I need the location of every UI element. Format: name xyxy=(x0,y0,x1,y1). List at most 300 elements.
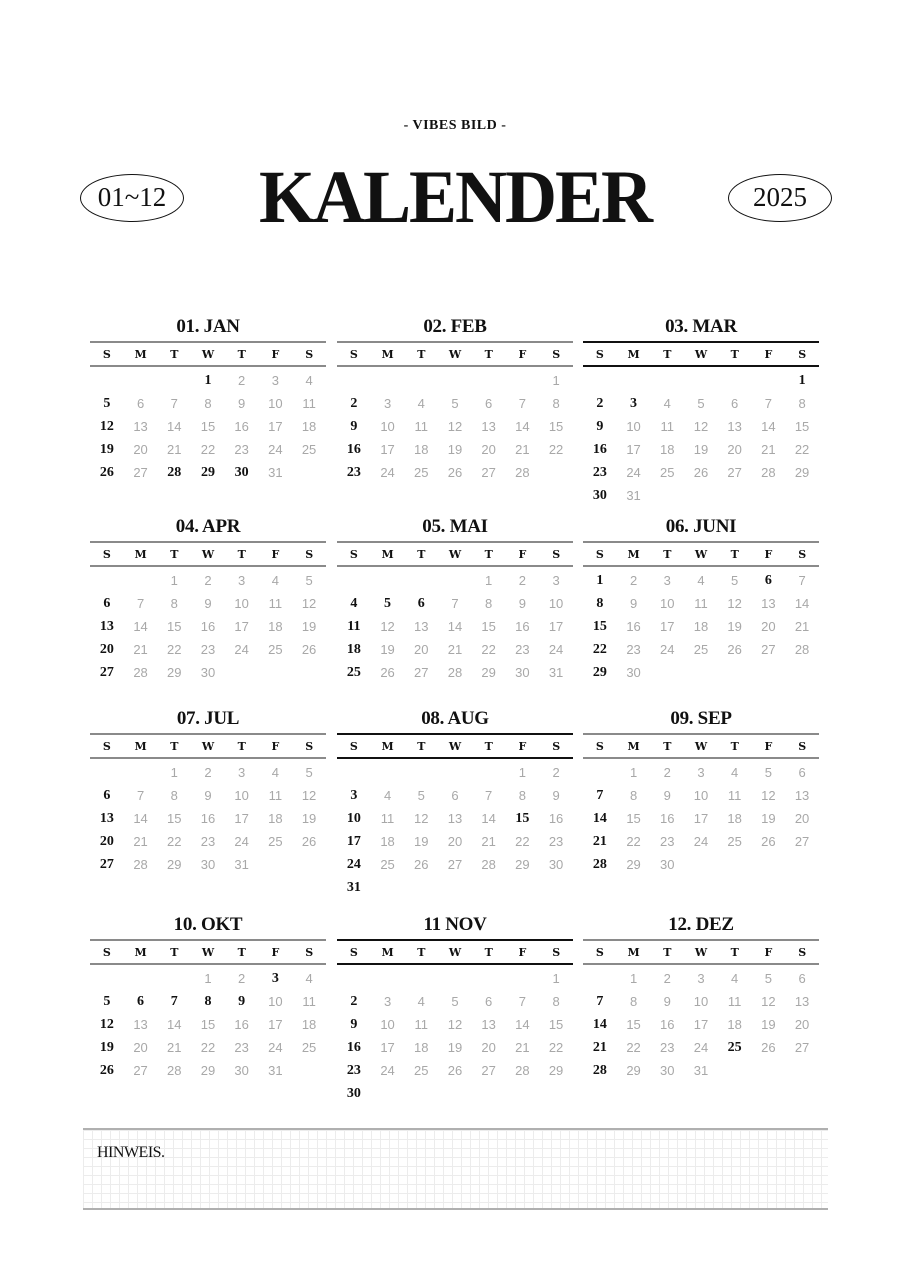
day-cell[interactable]: 10 xyxy=(380,419,395,434)
day-cell[interactable]: 20 xyxy=(133,1040,148,1055)
day-cell[interactable]: 29 xyxy=(481,665,496,680)
day-cell[interactable]: 5 xyxy=(305,573,313,588)
day-cell[interactable]: 1 xyxy=(170,573,178,588)
day-cell[interactable]: 20 xyxy=(794,1017,810,1032)
day-cell[interactable]: 25 xyxy=(380,857,395,872)
day-cell[interactable]: 26 xyxy=(301,834,317,849)
day-cell[interactable]: 7 xyxy=(518,396,526,411)
day-cell[interactable]: 17 xyxy=(660,619,675,634)
day-cell-holiday[interactable]: 6 xyxy=(137,994,145,1009)
day-cell[interactable]: 17 xyxy=(380,442,395,457)
day-cell-holiday[interactable]: 20 xyxy=(99,834,114,849)
day-cell[interactable]: 18 xyxy=(693,619,709,634)
day-cell[interactable]: 24 xyxy=(693,1040,709,1055)
day-cell[interactable]: 28 xyxy=(515,1063,530,1078)
day-cell[interactable]: 29 xyxy=(626,857,641,872)
day-cell[interactable]: 22 xyxy=(548,442,564,457)
day-cell-holiday[interactable]: 20 xyxy=(99,642,114,657)
day-cell[interactable]: 15 xyxy=(626,1017,641,1032)
day-cell[interactable]: 3 xyxy=(552,573,560,588)
day-cell[interactable]: 12 xyxy=(301,596,317,611)
day-cell[interactable]: 23 xyxy=(660,834,675,849)
day-cell-holiday[interactable]: 25 xyxy=(346,665,361,680)
day-cell[interactable]: 31 xyxy=(234,857,249,872)
day-cell-holiday[interactable]: 10 xyxy=(346,811,361,826)
day-cell[interactable]: 18 xyxy=(727,811,742,826)
day-cell-holiday[interactable]: 17 xyxy=(346,834,361,849)
day-cell[interactable]: 27 xyxy=(414,665,429,680)
day-cell[interactable]: 8 xyxy=(629,994,638,1009)
day-cell[interactable]: 21 xyxy=(794,619,810,634)
day-cell[interactable]: 20 xyxy=(447,834,463,849)
day-cell[interactable]: 10 xyxy=(380,1017,395,1032)
day-cell-holiday[interactable]: 30 xyxy=(234,465,249,480)
day-cell[interactable]: 17 xyxy=(548,619,564,634)
day-cell[interactable]: 9 xyxy=(204,788,212,803)
day-cell[interactable]: 25 xyxy=(414,465,429,480)
day-cell[interactable]: 8 xyxy=(518,788,526,803)
day-cell[interactable]: 25 xyxy=(301,1040,317,1055)
day-cell[interactable]: 4 xyxy=(305,373,313,388)
day-cell[interactable]: 8 xyxy=(629,788,638,803)
day-cell[interactable]: 31 xyxy=(693,1063,709,1078)
day-cell[interactable]: 21 xyxy=(167,442,182,457)
day-cell-holiday[interactable]: 29 xyxy=(592,665,607,680)
day-cell[interactable]: 29 xyxy=(200,1063,216,1078)
day-cell[interactable]: 13 xyxy=(481,419,496,434)
day-cell-holiday[interactable]: 1 xyxy=(204,373,212,388)
day-cell[interactable]: 24 xyxy=(268,442,283,457)
day-cell[interactable]: 24 xyxy=(660,642,675,657)
day-cell-holiday[interactable]: 23 xyxy=(592,465,607,480)
day-cell[interactable]: 16 xyxy=(200,811,216,826)
day-cell[interactable]: 23 xyxy=(234,1040,249,1055)
day-cell[interactable]: 31 xyxy=(268,1063,283,1078)
day-cell[interactable]: 22 xyxy=(200,1040,216,1055)
day-cell[interactable]: 14 xyxy=(167,419,182,434)
day-cell[interactable]: 5 xyxy=(451,396,459,411)
day-cell[interactable]: 30 xyxy=(515,665,530,680)
day-cell[interactable]: 12 xyxy=(727,596,742,611)
day-cell[interactable]: 26 xyxy=(414,857,429,872)
day-cell[interactable]: 12 xyxy=(414,811,429,826)
day-cell[interactable]: 25 xyxy=(727,834,742,849)
day-cell[interactable]: 19 xyxy=(761,1017,776,1032)
day-cell[interactable]: 8 xyxy=(170,788,178,803)
day-cell[interactable]: 8 xyxy=(798,396,806,411)
day-cell[interactable]: 26 xyxy=(693,465,709,480)
day-cell-holiday[interactable]: 30 xyxy=(592,488,607,503)
day-cell[interactable]: 4 xyxy=(417,994,425,1009)
day-cell[interactable]: 13 xyxy=(133,1017,148,1032)
day-cell-holiday[interactable]: 1 xyxy=(798,373,806,388)
day-cell[interactable]: 17 xyxy=(268,1017,283,1032)
day-cell[interactable]: 5 xyxy=(417,788,425,803)
day-cell[interactable]: 22 xyxy=(167,642,182,657)
day-cell-holiday[interactable]: 25 xyxy=(727,1040,742,1055)
day-cell[interactable]: 15 xyxy=(167,619,182,634)
day-cell[interactable]: 28 xyxy=(794,642,810,657)
day-cell[interactable]: 21 xyxy=(481,834,496,849)
day-cell[interactable]: 12 xyxy=(380,619,395,634)
day-cell[interactable]: 7 xyxy=(798,573,806,588)
day-cell[interactable]: 16 xyxy=(234,419,249,434)
day-cell[interactable]: 26 xyxy=(447,1063,463,1078)
day-cell-holiday[interactable]: 2 xyxy=(596,396,604,411)
day-cell[interactable]: 12 xyxy=(301,788,317,803)
day-cell[interactable]: 24 xyxy=(268,1040,283,1055)
day-cell[interactable]: 2 xyxy=(204,573,212,588)
day-cell[interactable]: 10 xyxy=(548,596,564,611)
day-cell-holiday[interactable]: 27 xyxy=(99,857,114,872)
day-cell[interactable]: 22 xyxy=(794,442,810,457)
day-cell[interactable]: 6 xyxy=(136,396,145,411)
day-cell[interactable]: 20 xyxy=(481,442,496,457)
day-cell[interactable]: 4 xyxy=(731,971,739,986)
day-cell[interactable]: 21 xyxy=(447,642,463,657)
day-cell[interactable]: 18 xyxy=(301,1017,317,1032)
day-cell[interactable]: 14 xyxy=(515,1017,530,1032)
day-cell[interactable]: 18 xyxy=(414,1040,429,1055)
day-cell[interactable]: 18 xyxy=(660,442,675,457)
day-cell-holiday[interactable]: 13 xyxy=(99,619,114,634)
day-cell[interactable]: 14 xyxy=(761,419,776,434)
day-cell-holiday[interactable]: 27 xyxy=(99,665,114,680)
day-cell[interactable]: 20 xyxy=(761,619,776,634)
day-cell[interactable]: 19 xyxy=(447,442,463,457)
day-cell-holiday[interactable]: 18 xyxy=(346,642,361,657)
day-cell-holiday[interactable]: 21 xyxy=(592,834,607,849)
day-cell[interactable]: 24 xyxy=(548,642,564,657)
day-cell[interactable]: 20 xyxy=(414,642,429,657)
day-cell[interactable]: 23 xyxy=(515,642,530,657)
day-cell-holiday[interactable]: 23 xyxy=(346,465,361,480)
day-cell[interactable]: 30 xyxy=(660,1063,675,1078)
day-cell[interactable]: 14 xyxy=(167,1017,182,1032)
day-cell[interactable]: 2 xyxy=(663,971,671,986)
day-cell[interactable]: 15 xyxy=(794,419,810,434)
day-cell[interactable]: 29 xyxy=(515,857,530,872)
day-cell-holiday[interactable]: 26 xyxy=(99,1063,114,1078)
day-cell[interactable]: 3 xyxy=(663,573,671,588)
day-cell[interactable]: 2 xyxy=(518,573,526,588)
day-cell[interactable]: 17 xyxy=(234,619,249,634)
day-cell[interactable]: 5 xyxy=(451,994,459,1009)
day-cell[interactable]: 17 xyxy=(626,442,641,457)
day-cell[interactable]: 17 xyxy=(234,811,249,826)
day-cell[interactable]: 17 xyxy=(693,1017,709,1032)
day-cell[interactable]: 28 xyxy=(133,665,148,680)
day-cell[interactable]: 7 xyxy=(170,396,178,411)
day-cell[interactable]: 27 xyxy=(727,465,742,480)
day-cell[interactable]: 22 xyxy=(481,642,496,657)
day-cell[interactable]: 24 xyxy=(693,834,709,849)
day-cell-holiday[interactable]: 5 xyxy=(103,994,111,1009)
day-cell[interactable]: 2 xyxy=(204,765,212,780)
day-cell[interactable]: 26 xyxy=(301,642,317,657)
day-cell[interactable]: 12 xyxy=(447,419,463,434)
day-cell-holiday[interactable]: 2 xyxy=(350,994,358,1009)
day-cell[interactable]: 3 xyxy=(383,994,392,1009)
day-cell-holiday[interactable]: 16 xyxy=(592,442,607,457)
day-cell[interactable]: 27 xyxy=(133,1063,148,1078)
day-cell-holiday[interactable]: 13 xyxy=(99,811,114,826)
day-cell-holiday[interactable]: 2 xyxy=(350,396,358,411)
day-cell[interactable]: 17 xyxy=(693,811,709,826)
day-cell[interactable]: 29 xyxy=(167,857,182,872)
day-cell[interactable]: 10 xyxy=(693,994,709,1009)
day-cell-holiday[interactable]: 28 xyxy=(167,465,182,480)
day-cell[interactable]: 18 xyxy=(268,811,283,826)
day-cell[interactable]: 27 xyxy=(761,642,776,657)
day-cell-holiday[interactable]: 19 xyxy=(99,1040,114,1055)
day-cell[interactable]: 10 xyxy=(234,596,249,611)
day-cell-holiday[interactable]: 9 xyxy=(596,419,604,434)
day-cell[interactable]: 24 xyxy=(380,465,395,480)
day-cell[interactable]: 19 xyxy=(447,1040,463,1055)
day-cell[interactable]: 13 xyxy=(727,419,742,434)
day-cell[interactable]: 26 xyxy=(761,1040,776,1055)
day-cell[interactable]: 1 xyxy=(629,971,638,986)
day-cell[interactable]: 30 xyxy=(548,857,564,872)
day-cell[interactable]: 13 xyxy=(414,619,429,634)
day-cell[interactable]: 7 xyxy=(764,396,772,411)
day-cell[interactable]: 4 xyxy=(417,396,425,411)
day-cell-holiday[interactable]: 21 xyxy=(592,1040,607,1055)
day-cell[interactable]: 23 xyxy=(200,834,216,849)
day-cell[interactable]: 22 xyxy=(626,834,641,849)
day-cell-holiday[interactable]: 14 xyxy=(592,811,607,826)
day-cell[interactable]: 1 xyxy=(518,765,526,780)
day-cell[interactable]: 18 xyxy=(414,442,429,457)
day-cell-holiday[interactable]: 3 xyxy=(630,396,638,411)
day-cell[interactable]: 4 xyxy=(305,971,313,986)
day-cell-holiday[interactable]: 5 xyxy=(384,596,392,611)
day-cell[interactable]: 23 xyxy=(200,642,216,657)
day-cell[interactable]: 27 xyxy=(794,1040,810,1055)
day-cell[interactable]: 31 xyxy=(548,665,564,680)
day-cell[interactable]: 11 xyxy=(380,811,395,826)
day-cell[interactable]: 3 xyxy=(271,373,279,388)
day-cell[interactable]: 14 xyxy=(447,619,463,634)
day-cell[interactable]: 10 xyxy=(626,419,641,434)
day-cell[interactable]: 11 xyxy=(727,994,742,1009)
day-cell[interactable]: 21 xyxy=(133,834,148,849)
day-cell[interactable]: 27 xyxy=(133,465,148,480)
day-cell[interactable]: 11 xyxy=(302,994,316,1009)
day-cell[interactable]: 11 xyxy=(268,788,283,803)
day-cell[interactable]: 19 xyxy=(727,619,742,634)
day-cell[interactable]: 24 xyxy=(380,1063,395,1078)
day-cell-holiday[interactable]: 23 xyxy=(346,1063,361,1078)
day-cell[interactable]: 1 xyxy=(552,971,560,986)
day-cell[interactable]: 15 xyxy=(626,811,641,826)
day-cell[interactable]: 11 xyxy=(414,419,428,434)
day-cell-holiday[interactable]: 15 xyxy=(515,811,530,826)
day-cell[interactable]: 8 xyxy=(552,396,560,411)
day-cell[interactable]: 3 xyxy=(697,765,705,780)
day-cell[interactable]: 15 xyxy=(548,1017,564,1032)
day-cell-holiday[interactable]: 14 xyxy=(592,1017,607,1032)
day-cell[interactable]: 6 xyxy=(798,765,806,780)
day-cell[interactable]: 10 xyxy=(234,788,249,803)
day-cell[interactable]: 4 xyxy=(697,573,705,588)
day-cell[interactable]: 26 xyxy=(727,642,742,657)
day-cell[interactable]: 19 xyxy=(301,619,317,634)
day-cell[interactable]: 2 xyxy=(238,373,246,388)
day-cell[interactable]: 25 xyxy=(660,465,675,480)
day-cell[interactable]: 15 xyxy=(481,619,496,634)
day-cell[interactable]: 8 xyxy=(552,994,560,1009)
day-cell-holiday[interactable]: 9 xyxy=(350,419,358,434)
day-cell-holiday[interactable]: 6 xyxy=(103,788,111,803)
day-cell[interactable]: 12 xyxy=(761,994,776,1009)
day-cell[interactable]: 29 xyxy=(626,1063,641,1078)
day-cell[interactable]: 30 xyxy=(200,857,216,872)
day-cell-holiday[interactable]: 26 xyxy=(99,465,114,480)
day-cell[interactable]: 6 xyxy=(485,396,493,411)
day-cell[interactable]: 28 xyxy=(515,465,530,480)
day-cell[interactable]: 3 xyxy=(238,573,246,588)
day-cell[interactable]: 1 xyxy=(485,573,493,588)
day-cell[interactable]: 1 xyxy=(170,765,178,780)
day-cell-holiday[interactable]: 29 xyxy=(200,465,215,480)
day-cell[interactable]: 17 xyxy=(380,1040,395,1055)
day-cell[interactable]: 28 xyxy=(481,857,496,872)
day-cell[interactable]: 31 xyxy=(268,465,283,480)
day-cell[interactable]: 9 xyxy=(552,788,560,803)
day-cell[interactable]: 29 xyxy=(548,1063,564,1078)
day-cell[interactable]: 18 xyxy=(380,834,395,849)
day-cell[interactable]: 1 xyxy=(204,971,212,986)
day-cell-holiday[interactable]: 8 xyxy=(596,596,604,611)
day-cell[interactable]: 14 xyxy=(515,419,530,434)
day-cell-holiday[interactable]: 22 xyxy=(592,642,607,657)
day-cell[interactable]: 2 xyxy=(663,765,671,780)
day-cell[interactable]: 19 xyxy=(693,442,709,457)
day-cell[interactable]: 31 xyxy=(626,488,641,503)
day-cell[interactable]: 16 xyxy=(234,1017,249,1032)
day-cell[interactable]: 7 xyxy=(136,596,145,611)
day-cell[interactable]: 27 xyxy=(481,465,496,480)
day-cell[interactable]: 27 xyxy=(794,834,810,849)
day-cell[interactable]: 7 xyxy=(485,788,493,803)
day-cell[interactable]: 11 xyxy=(694,596,708,611)
day-cell[interactable]: 22 xyxy=(515,834,530,849)
day-cell[interactable]: 16 xyxy=(515,619,530,634)
day-cell[interactable]: 25 xyxy=(693,642,709,657)
day-cell-holiday[interactable]: 3 xyxy=(350,788,358,803)
day-cell-holiday[interactable]: 11 xyxy=(347,619,361,634)
day-cell[interactable]: 5 xyxy=(731,573,739,588)
day-cell[interactable]: 22 xyxy=(548,1040,564,1055)
day-cell[interactable]: 13 xyxy=(794,994,810,1009)
day-cell[interactable]: 7 xyxy=(518,994,526,1009)
day-cell[interactable]: 11 xyxy=(727,788,742,803)
day-cell-holiday[interactable]: 16 xyxy=(346,1040,361,1055)
day-cell[interactable]: 11 xyxy=(414,1017,428,1032)
day-cell[interactable]: 4 xyxy=(271,573,279,588)
day-cell[interactable]: 12 xyxy=(761,788,776,803)
day-cell[interactable]: 18 xyxy=(727,1017,742,1032)
day-cell[interactable]: 26 xyxy=(380,665,395,680)
day-cell[interactable]: 22 xyxy=(167,834,182,849)
day-cell[interactable]: 24 xyxy=(626,465,641,480)
day-cell[interactable]: 4 xyxy=(663,396,671,411)
day-cell[interactable]: 5 xyxy=(764,765,772,780)
day-cell-holiday[interactable]: 9 xyxy=(238,994,246,1009)
day-cell[interactable]: 13 xyxy=(794,788,810,803)
day-cell[interactable]: 25 xyxy=(414,1063,429,1078)
day-cell[interactable]: 24 xyxy=(234,834,249,849)
day-cell[interactable]: 18 xyxy=(301,419,317,434)
day-cell[interactable]: 19 xyxy=(380,642,395,657)
day-cell[interactable]: 19 xyxy=(761,811,776,826)
day-cell[interactable]: 15 xyxy=(167,811,182,826)
day-cell[interactable]: 28 xyxy=(447,665,463,680)
day-cell[interactable]: 10 xyxy=(268,994,283,1009)
day-cell-holiday[interactable]: 24 xyxy=(346,857,361,872)
day-cell[interactable]: 28 xyxy=(133,857,148,872)
day-cell-holiday[interactable]: 8 xyxy=(204,994,212,1009)
day-cell-holiday[interactable]: 12 xyxy=(99,419,114,434)
day-cell[interactable]: 11 xyxy=(660,419,674,434)
day-cell[interactable]: 17 xyxy=(268,419,283,434)
day-cell[interactable]: 22 xyxy=(626,1040,641,1055)
day-cell[interactable]: 30 xyxy=(626,665,641,680)
day-cell[interactable]: 30 xyxy=(200,665,216,680)
day-cell[interactable]: 1 xyxy=(552,373,560,388)
day-cell-holiday[interactable]: 6 xyxy=(103,596,111,611)
day-cell[interactable]: 2 xyxy=(238,971,246,986)
day-cell[interactable]: 10 xyxy=(268,396,283,411)
day-cell-holiday[interactable]: 7 xyxy=(170,994,178,1009)
day-cell[interactable]: 4 xyxy=(731,765,739,780)
day-cell[interactable]: 26 xyxy=(447,465,463,480)
day-cell[interactable]: 21 xyxy=(167,1040,182,1055)
day-cell[interactable]: 23 xyxy=(234,442,249,457)
day-cell[interactable]: 20 xyxy=(794,811,810,826)
day-cell[interactable]: 14 xyxy=(481,811,496,826)
day-cell[interactable]: 7 xyxy=(451,596,459,611)
day-cell[interactable]: 16 xyxy=(660,811,675,826)
day-cell[interactable]: 13 xyxy=(481,1017,496,1032)
day-cell[interactable]: 3 xyxy=(238,765,246,780)
day-cell[interactable]: 13 xyxy=(447,811,463,826)
day-cell[interactable]: 27 xyxy=(447,857,463,872)
day-cell[interactable]: 9 xyxy=(204,596,212,611)
day-cell[interactable]: 6 xyxy=(451,788,459,803)
day-cell[interactable]: 19 xyxy=(301,811,317,826)
day-cell[interactable]: 30 xyxy=(660,857,675,872)
day-cell-holiday[interactable]: 5 xyxy=(103,396,111,411)
day-cell[interactable]: 30 xyxy=(234,1063,249,1078)
day-cell-holiday[interactable]: 9 xyxy=(350,1017,358,1032)
day-cell[interactable]: 10 xyxy=(693,788,709,803)
day-cell[interactable]: 8 xyxy=(204,396,212,411)
day-cell-holiday[interactable]: 6 xyxy=(417,596,425,611)
day-cell-holiday[interactable]: 28 xyxy=(592,857,607,872)
day-cell[interactable]: 5 xyxy=(697,396,705,411)
day-cell-holiday[interactable]: 7 xyxy=(596,994,604,1009)
day-cell[interactable]: 9 xyxy=(629,596,638,611)
day-cell-holiday[interactable]: 3 xyxy=(271,971,279,986)
day-cell[interactable]: 3 xyxy=(383,396,392,411)
day-cell-holiday[interactable]: 7 xyxy=(596,788,604,803)
day-cell[interactable]: 7 xyxy=(136,788,145,803)
day-cell[interactable]: 26 xyxy=(761,834,776,849)
day-cell[interactable]: 11 xyxy=(268,596,283,611)
